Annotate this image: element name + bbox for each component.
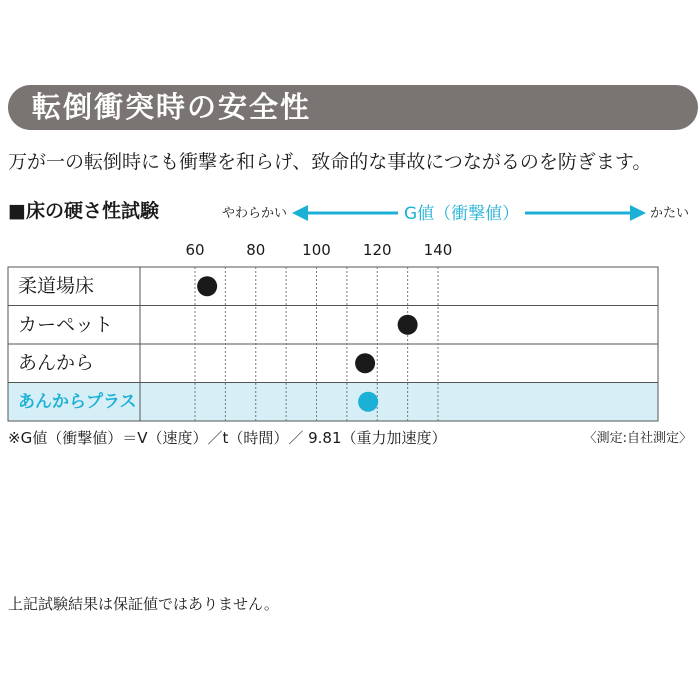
data-point — [398, 315, 418, 335]
x-tick-label: 140 — [423, 241, 453, 259]
row-label: あんからプラス — [18, 391, 137, 412]
x-tick-label: 80 — [246, 241, 266, 259]
footnote: ※G値（衝撃値）＝V（速度）／t（時間）／ 9.81（重力加速度） — [8, 429, 447, 447]
row-label: カーペット — [18, 313, 114, 336]
row-label: あんから — [18, 352, 95, 375]
scale-soft-label: やわらかい — [222, 206, 288, 221]
subtitle: 万が一の転倒時にも衝撃を和らげ、致命的な事故につながるのを防ぎます。 — [8, 151, 652, 173]
arrow-right-icon — [630, 205, 646, 221]
section-title: ■床の硬さ性試験 — [8, 200, 159, 222]
x-tick-label: 120 — [362, 241, 392, 259]
source-note: 〈測定:自社測定〉 — [583, 431, 692, 446]
data-point — [358, 392, 378, 412]
arrow-left-icon — [292, 205, 308, 221]
scale-hard-label: かたい — [650, 206, 690, 221]
data-point — [197, 276, 217, 296]
x-tick-label: 60 — [185, 241, 205, 259]
row-label: 柔道場床 — [18, 275, 95, 298]
page-title: 転倒衝突時の安全性 — [32, 90, 312, 124]
data-point — [355, 353, 375, 373]
scale-center-label: G値（衝撃値） — [398, 203, 525, 225]
x-tick-label: 100 — [302, 241, 331, 259]
disclaimer: 上記試験結果は保証値ではありません。 — [8, 595, 279, 613]
